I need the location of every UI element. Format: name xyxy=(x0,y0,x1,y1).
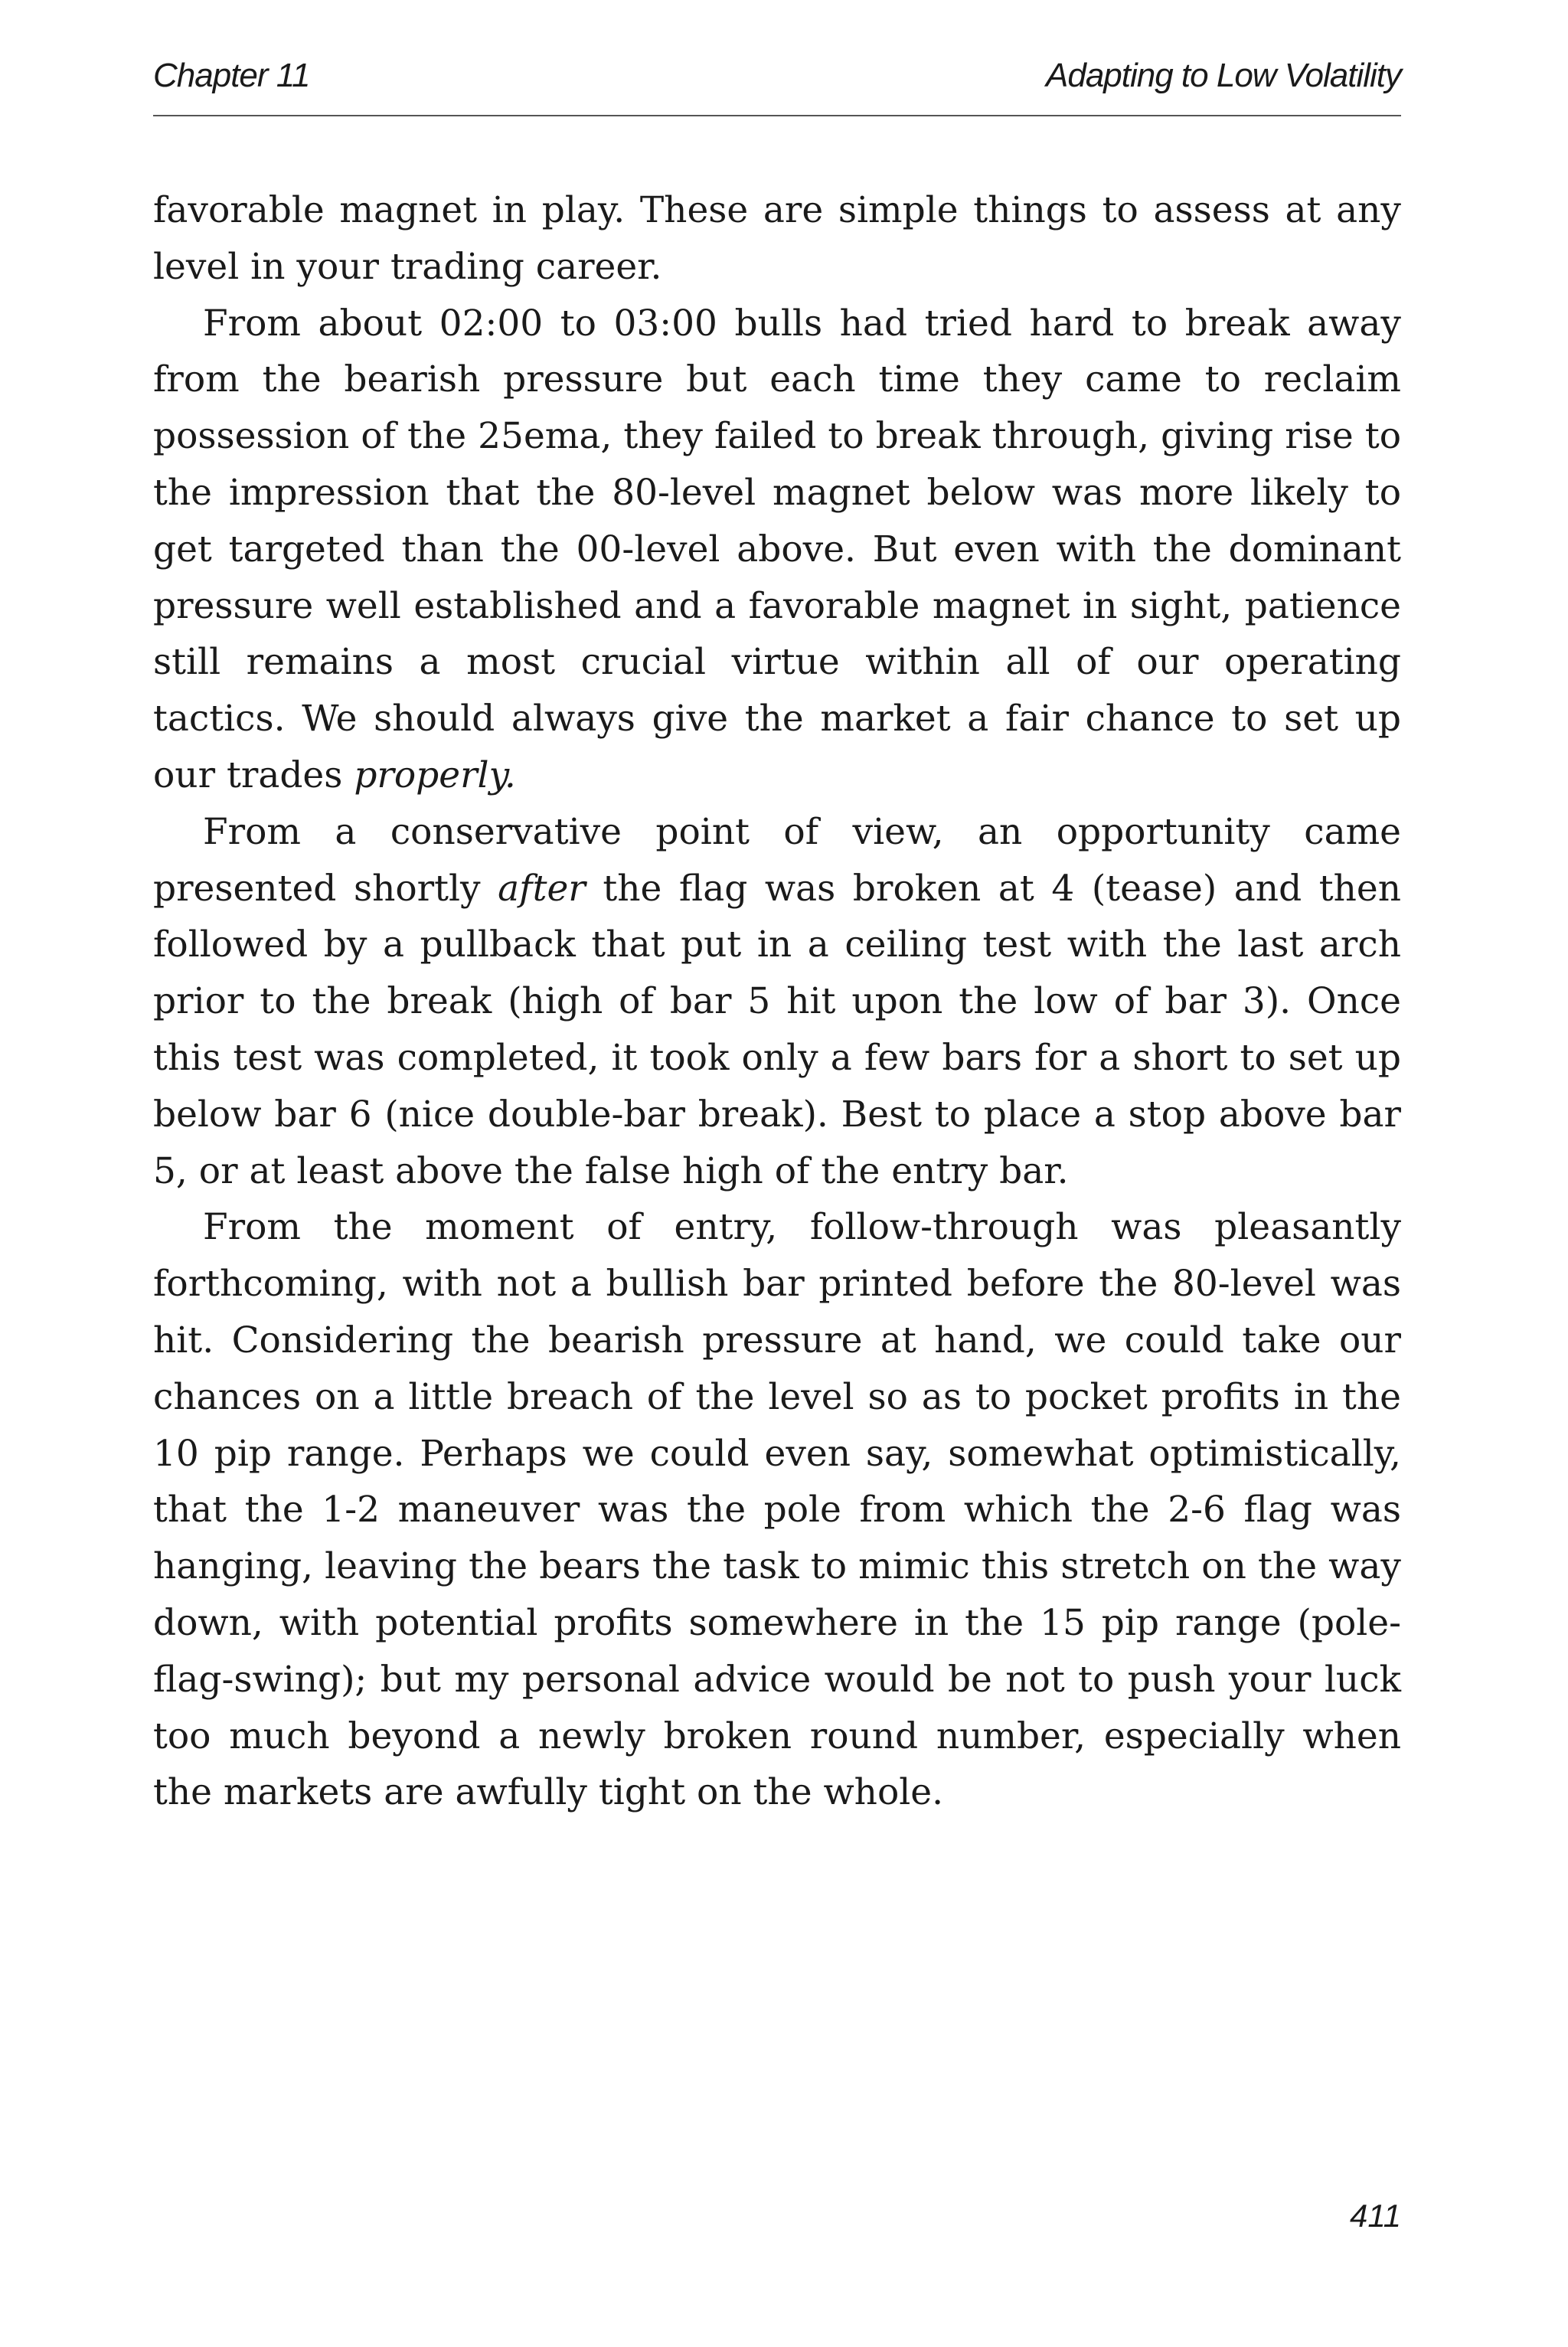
emphasis-properly: properly. xyxy=(354,753,516,796)
paragraph-2: From about 02:00 to 03:00 bulls had tried hard to break away from the bearish pressure but each time they came to reclaim possession of the 25ema, they failed to break through, giving rise to the impression that the 80-level magnet below was more likely to get targeted than the 00-level above. But even with the dominant pressure well established and a favorable magnet in sight, patience still remains a most crucial virtue within all of our operating tactics. We should always give the market a fair chance to set up our trades properly. xyxy=(153,302,1401,796)
section-title: Adapting to Low Volatility xyxy=(1046,57,1401,94)
emphasis-after: after xyxy=(498,867,586,910)
running-header xyxy=(153,51,1401,104)
paragraph-3: From a conservative point of view, an opportunity came presented shortly after the flag was broken at 4 (tease) and then followed by a pullback that put in a ceiling test with the last arch prior to the break (high of bar 5 hit upon the low of bar 3). Once this test was completed, it took only a few bars for a short to set up below bar 6 (nice double-bar break). Best to place a stop above bar 5, or at least above the false high of the entry bar. xyxy=(153,810,1401,1192)
paragraph-4: From the moment of entry, follow-through was pleasantly forthcoming, with not a bullish bar printed before the 80-level was hit. Considering the bearish pressure at hand, we could take our chances on a little breach of the level so as to pocket profits in the 10 pip range. Perhaps we could even say, somewhat optimistically, that the 1-2 maneuver was the pole from which the 2-6 flag was hanging, leaving the bears the task to mimic this stretch on the way down, with potential profits somewhere in the 15 pip range (pole-flag-swing); but my personal advice would be not to push your luck too much beyond a newly broken round number, especially when the markets are awfully tight on the whole. xyxy=(153,1206,1401,1814)
header-divider xyxy=(153,115,1401,116)
body-text xyxy=(153,182,1401,1821)
paragraph-1: favorable magnet in play. These are simple things to assess at any level in your trading career. xyxy=(153,189,1401,288)
page-number: 411 xyxy=(1350,2198,1401,2234)
chapter-label: Chapter 11 xyxy=(153,57,310,94)
